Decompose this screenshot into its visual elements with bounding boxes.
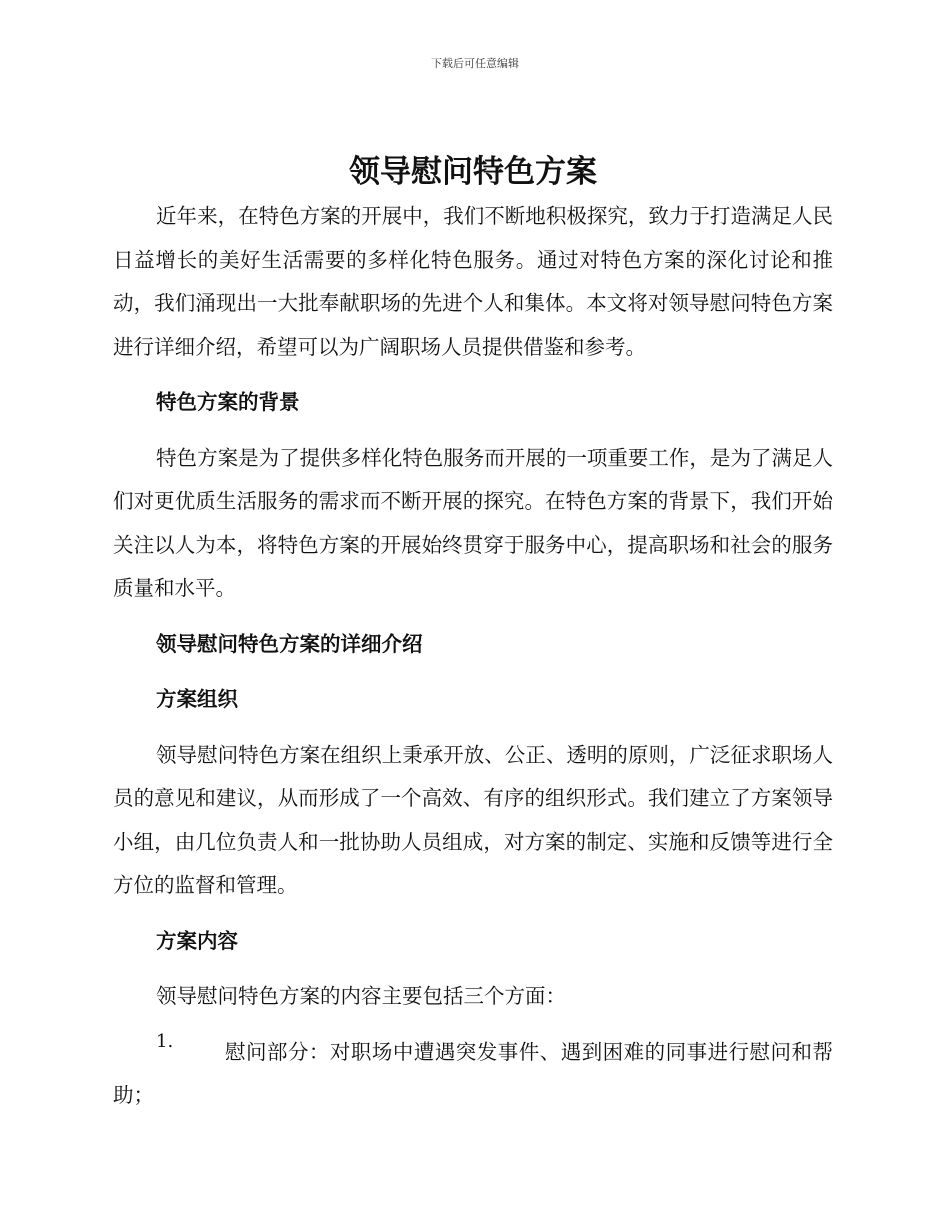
section-heading-content: 方案内容 — [156, 928, 238, 953]
list-item — [113, 1031, 833, 1118]
document-title: 领导慰问特色方案 — [349, 154, 597, 190]
page-header-note: 下载后可任意编辑 — [431, 57, 519, 70]
list-item-text: 慰问部分：对职场中遭遇突发事件、遇到困难的同事进行慰问和帮助； — [113, 1039, 833, 1107]
section-heading-organization: 方案组织 — [156, 687, 238, 711]
section-heading-background: 特色方案的背景 — [156, 390, 300, 414]
list-item-number: 1. — [156, 1030, 174, 1052]
background-paragraph: 特色方案是为了提供多样化特色服务而开展的一项重要工作，是为了满足人们对更优质生活服务的需求而不断开展的探究。在特色方案的背景下，我们开始关注以人为本，将特色方案的开展始终贯穿于服务中心，提高职场和社会的服务质量和水平。 — [113, 445, 833, 600]
organization-paragraph: 领导慰问特色方案在组织上秉承开放、公正、透明的原则，广泛征求职场人员的意见和建议，从而形成了一个高效、有序的组织形式。我们建立了方案领导小组，由几位负责人和一批协助人员组成，对方案的制定、实施和反馈等进行全方位的监督和管理。 — [113, 742, 833, 897]
content-paragraph: 领导慰问特色方案的内容主要包括三个方面： — [156, 984, 567, 1008]
section-heading-detail: 领导慰问特色方案的详细介绍 — [156, 631, 423, 656]
intro-paragraph: 近年来，在特色方案的开展中，我们不断地积极探究，致力于打造满足人民日益增长的美好生活需要的多样化特色服务。通过对特色方案的深化讨论和推动，我们涌现出一大批奉献职场的先进个人和集体。本文将对领导慰问特色方案进行详细介绍，希望可以为广阔职场人员提供借鉴和参考。 — [113, 204, 833, 359]
document-body — [113, 150, 833, 1118]
